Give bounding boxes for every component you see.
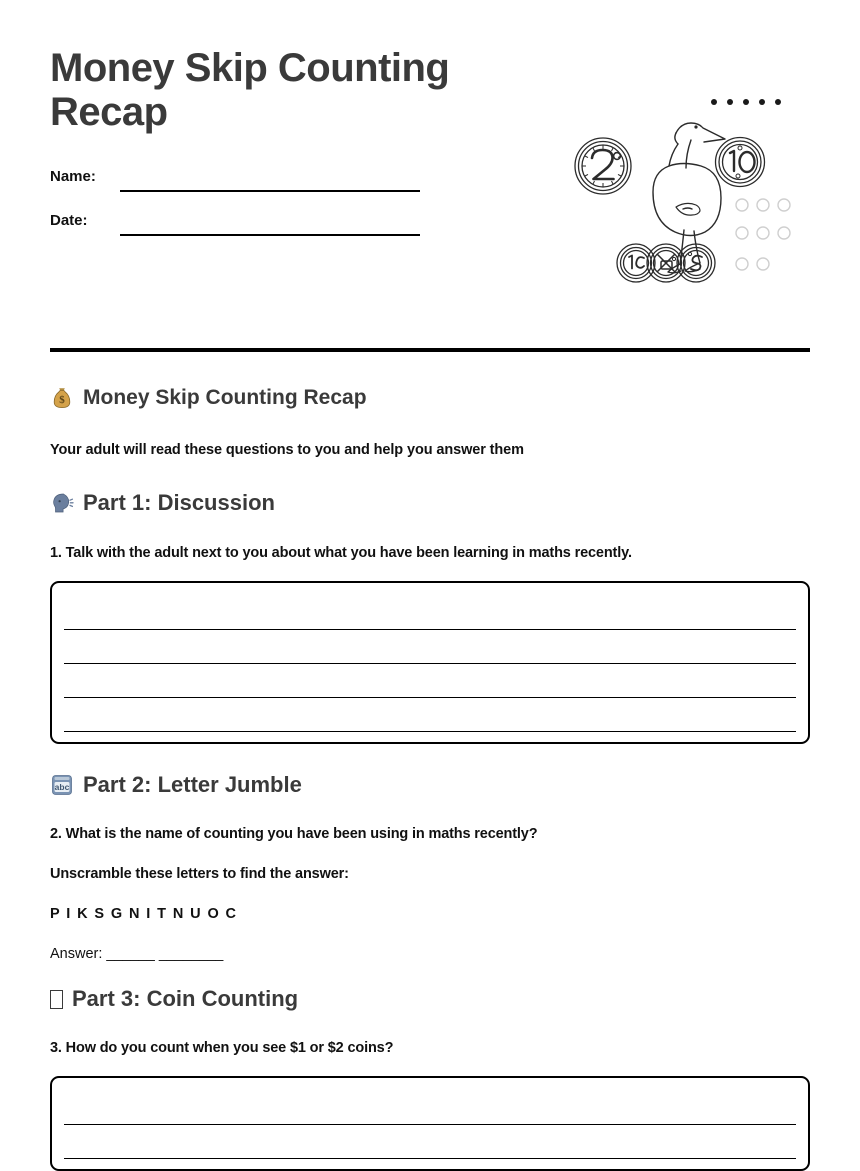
write-line[interactable] [64, 596, 796, 630]
date-label: Date: [50, 212, 88, 229]
svg-text:$: $ [59, 393, 65, 406]
answer-box-3[interactable] [50, 1076, 810, 1171]
money-bag-icon [50, 386, 74, 410]
write-line[interactable] [64, 664, 796, 698]
header-divider [50, 348, 810, 352]
speaking-head-icon [50, 491, 74, 515]
part2-heading [50, 772, 810, 798]
date-input-line[interactable] [120, 234, 420, 236]
answer-box-1[interactable] [50, 581, 810, 744]
write-line[interactable] [64, 1091, 796, 1125]
write-line[interactable] [64, 698, 796, 732]
part1-heading-text: Part 1: Discussion [83, 490, 275, 516]
unscramble-instruction: Unscramble these letters to find the answer: [50, 865, 349, 882]
letter-jumble: P I K S G N I T N U O C [50, 905, 238, 922]
part3-heading [50, 986, 810, 1012]
worksheet-body [50, 385, 810, 1171]
question-1: 1. Talk with the adult next to you about what you have been learning in maths recently. [50, 544, 632, 561]
intro-text: Your adult will read these questions to you and help you answer them [50, 442, 524, 459]
coloring-illustration [560, 78, 820, 303]
part2-heading-text: Part 2: Letter Jumble [83, 771, 302, 797]
name-label: Name: [50, 168, 96, 185]
svg-text:abc: abc [54, 781, 70, 792]
write-line[interactable] [64, 630, 796, 664]
part3-heading-text: Part 3: Coin Counting [72, 985, 299, 1011]
page-title: Money Skip Counting Recap [50, 46, 450, 134]
question-2: 2. What is the name of counting you have been using in maths recently? [50, 825, 538, 842]
answer-prompt-2[interactable]: Answer: ______ ________ [50, 945, 224, 962]
main-heading-text: Money Skip Counting Recap [83, 386, 367, 409]
main-heading [50, 385, 810, 410]
question-3: 3. How do you count when you see $1 or $2 coins? [50, 1040, 394, 1057]
abc-input-latin-icon [50, 773, 74, 797]
write-line[interactable] [64, 1125, 796, 1159]
dot-row-icon [711, 99, 781, 105]
circle-grid-icon [736, 199, 790, 270]
coin-ten-icon [716, 138, 765, 187]
missing-glyph-icon [50, 990, 63, 1009]
name-input-line[interactable] [120, 190, 420, 192]
coin-two-icon [575, 138, 631, 194]
part1-heading [50, 490, 810, 516]
